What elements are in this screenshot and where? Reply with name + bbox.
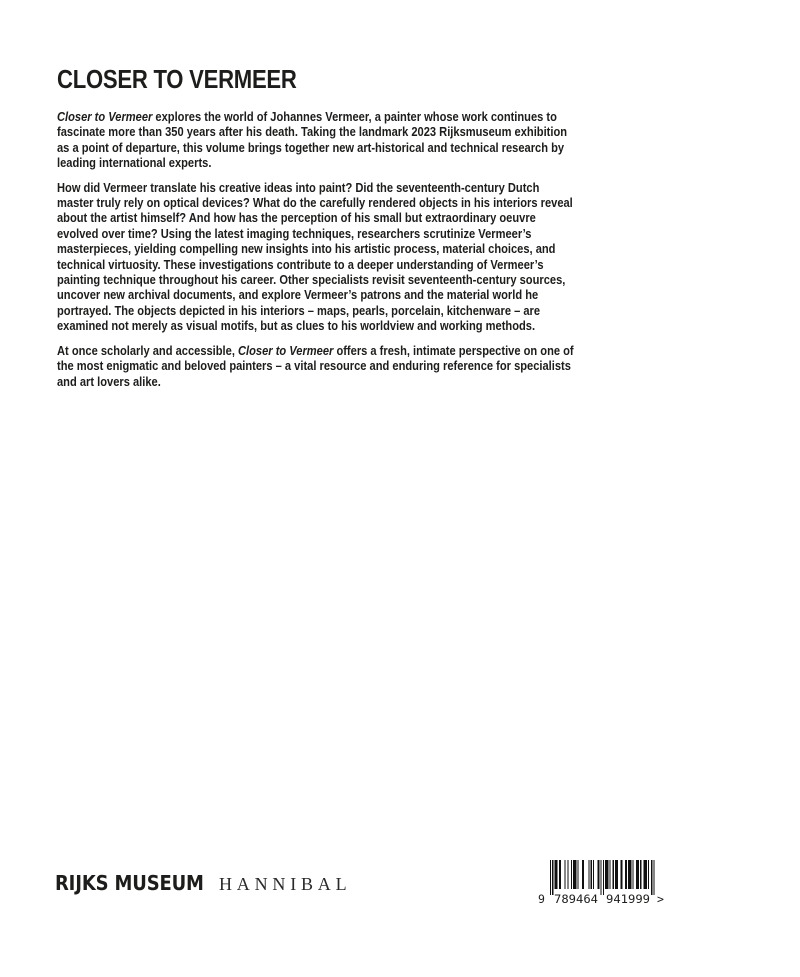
body-paragraph: How did Vermeer translate his creative ideas into paint? Did the seventeenth-century Dutch master truly rely on optical devices? What do the carefully rendered objects in his interiors reveal about the artist himself? And how has the perception of his small but extraordinary oeuvre evolved over time? Using the latest imaging techniques, researchers scrutinize Vermeer’s masterpieces, yielding compelling new insights into his artistic process, material choices, and technical virtuosity. These investigations contribute to a deeper understanding of Vermeer’s painting technique throughout his career. Other specialists revisit seventeenth-century sources, uncover new archival documents, and explore Vermeer’s patrons and the material world he portrayed. The objects depicted in his interiors – maps, pearls, porcelain, kitchenware – are examined not merely as visual motifs, but as clues to his worldview and working methods. xyxy=(57,179,573,334)
hannibal-logo: HANNIBAL xyxy=(219,874,352,894)
svg-text:>: > xyxy=(657,892,664,906)
svg-text:789464: 789464 xyxy=(554,892,599,906)
svg-text:941999: 941999 xyxy=(606,892,651,906)
svg-text:9: 9 xyxy=(538,892,545,906)
isbn-barcode-graphic xyxy=(536,860,676,908)
book-title: CLOSER TO VERMEER xyxy=(57,64,297,94)
isbn-barcode xyxy=(536,860,676,908)
rijksmuseum-logo: RĲKS MUSEUM xyxy=(55,871,204,895)
body-paragraph: Closer to Vermeer explores the world of Johannes Vermeer, a painter whose work continues to fascinate more than 350 years after his death. Taking the landmark 2023 Rijksmuseum exhibition as a point of departure, this volume brings together new art-historical and technical research by leading international experts. xyxy=(57,109,568,171)
blurb xyxy=(57,109,575,398)
body-paragraph: At once scholarly and accessible, Closer to Vermeer offers a fresh, intimate perspective on one of the most enigmatic and beloved painters – a vital resource and enduring reference for specialists and art lovers alike. xyxy=(57,342,574,389)
